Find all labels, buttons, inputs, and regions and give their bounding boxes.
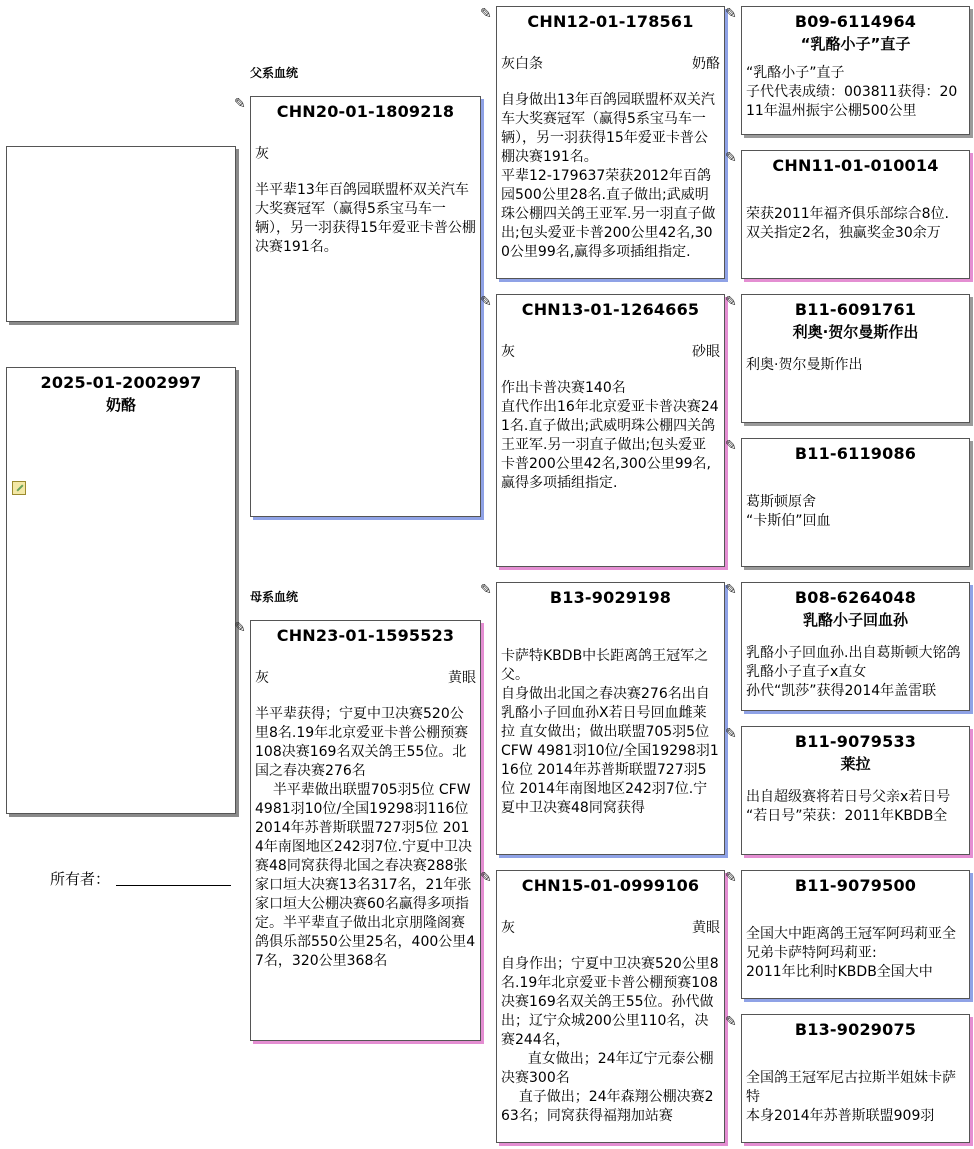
sss-ring: B09-6114964 xyxy=(794,12,917,31)
dsd-description: 出自超级赛将若日号父亲x若日号 “若日号”荣获：2011年KBDB全 xyxy=(746,789,951,824)
dds-ring: B11-9079500 xyxy=(794,876,917,895)
dam-dam-color: 灰 xyxy=(501,920,515,936)
dam-line-label: 母系血统 xyxy=(250,590,299,604)
pen-edit-icon[interactable]: ✎ xyxy=(725,1014,737,1030)
dam-color: 灰 xyxy=(255,670,269,686)
dss-ring: B08-6264048 xyxy=(794,588,917,607)
sire-ring: CHN20-01-1809218 xyxy=(276,102,455,121)
pen-edit-icon[interactable]: ✎ xyxy=(725,6,737,22)
sss-name: “乳酪小子”直子 xyxy=(800,35,911,53)
dsd-name: 莱拉 xyxy=(840,755,871,773)
sss-description: “乳酪小子”直子 子代代表成绩：003811获得：2011年温州振宇公棚500公里 xyxy=(746,65,958,119)
ssd-card[interactable] xyxy=(741,150,970,279)
pen-edit-icon[interactable]: ✎ xyxy=(725,150,737,166)
dam-dam-eye: 黄眼 xyxy=(692,920,720,936)
subject-card[interactable] xyxy=(6,367,236,814)
edit-note-icon[interactable] xyxy=(12,481,26,495)
dam-dam-card[interactable] xyxy=(496,870,725,1143)
dam-card[interactable] xyxy=(250,620,481,1041)
dss-description: 乳酪小子回血孙.出自葛斯顿大铭鸽乳酪小子直子x直女 孙代“凯莎”获得2014年盖雷联 xyxy=(746,645,961,699)
dsd-card[interactable] xyxy=(741,726,970,855)
sire-dam-card[interactable] xyxy=(496,294,725,567)
dss-name: 乳酪小子回血孙 xyxy=(802,611,908,629)
dds-description: 全国大中距离鸽王冠军阿玛莉亚全兄弟卡萨特阿玛莉亚: 2011年比利时KBDB全国大中 xyxy=(746,926,956,980)
sire-card[interactable] xyxy=(250,96,481,517)
pen-edit-icon[interactable]: ✎ xyxy=(480,582,492,598)
sire-sire-description: 自身做出13年百鸽园联盟杯双关汽车大奖赛冠军（赢得5系宝马车一辆），另一羽获得15年爱亚卡普公棚决赛191名。 平辈12-179637荣获2012年百鸽园500公里28名.直子做出;武威明珠公棚四关鸽王亚军.另一羽直子做出;包头爱亚卡普200公里42名,300公里99名,赢得多项插组指定. xyxy=(501,92,716,260)
pen-edit-icon[interactable]: ✎ xyxy=(725,438,737,454)
pen-edit-icon[interactable]: ✎ xyxy=(480,6,492,22)
dsd-ring: B11-9079533 xyxy=(794,732,917,751)
ssd-description: 荣获2011年福齐俱乐部综合8位. 双关指定2名，独赢奖金30余万 xyxy=(746,206,949,241)
dam-eye: 黄眼 xyxy=(448,670,476,686)
sire-dam-description: 作出卡普决赛140名 直代作出16年北京爱亚卡普决赛241名.直子做出;武威明珠公棚四关鸽王亚军.另一羽直子做出;包头爱亚卡普200公里42名,300公里99名,赢得多项插组指定. xyxy=(501,380,719,491)
ddd-ring: B13-9029075 xyxy=(794,1020,917,1039)
sire-dam-ring: CHN13-01-1264665 xyxy=(521,300,700,319)
sds-card[interactable] xyxy=(741,294,970,423)
sire-sire-eye: 奶酪 xyxy=(692,56,720,72)
sds-description: 利奥·贺尔曼斯作出 xyxy=(746,357,863,373)
sds-ring: B11-6091761 xyxy=(794,300,917,319)
sire-sire-color: 灰白条 xyxy=(501,56,543,72)
photo-box[interactable] xyxy=(6,146,236,322)
dam-description: 半平辈获得；宁夏中卫决赛520公里8名.19年北京爱亚卡普公棚预赛108决赛169名双关鸽王55位。北国之春决赛276名 半平辈做出联盟705羽5位 CFW 4981羽10位/全国19298羽116位 2014年苏普斯联盟727羽5位 2014年南图地区242羽7位.宁夏中卫决赛48同窝获得北国之春决赛288张家口垣大决赛13名317名，21年张家口垣大公棚决赛60名赢得多项指定。半平辈直子做出北京朋隆阁赛鸽俱乐部550公里25名，400公里47名，320公里368名 xyxy=(255,706,476,969)
dss-card[interactable] xyxy=(741,582,970,711)
pen-edit-icon[interactable]: ✎ xyxy=(725,870,737,886)
subject-ring: 2025-01-2002997 xyxy=(40,373,202,392)
dds-card[interactable] xyxy=(741,870,970,999)
pen-edit-icon[interactable]: ✎ xyxy=(480,294,492,310)
subject-name: 奶酪 xyxy=(105,396,136,414)
pen-edit-icon[interactable]: ✎ xyxy=(480,870,492,886)
ddd-description: 全国鸽王冠军尼古拉斯半姐妹卡萨特 本身2014年苏普斯联盟909羽 xyxy=(746,1070,956,1124)
sdd-ring: B11-6119086 xyxy=(794,444,917,463)
sdd-description: 葛斯顿原舍 “卡斯伯”回血 xyxy=(746,494,831,529)
dam-dam-description: 自身作出；宁夏中卫决赛520公里8名.19年北京爱亚卡普公棚预赛108决赛169名双关鸽王55位。孙代做出；辽宁众城200公里110名，决赛244名， 直女做出；24年辽宁元泰公棚决赛300名 直子做出；24年森翔公棚决赛263名；同窝获得福翔加站赛 xyxy=(501,956,719,1124)
ssd-ring: CHN11-01-010014 xyxy=(772,156,939,175)
sire-color: 灰 xyxy=(255,146,269,162)
pen-edit-icon[interactable]: ✎ xyxy=(234,96,246,112)
dam-sire-card[interactable] xyxy=(496,582,725,855)
sire-description: 半平辈13年百鸽园联盟杯双关汽车大奖赛冠军（赢得5系宝马车一辆），另一羽获得15年爱亚卡普公棚决赛191名。 xyxy=(255,182,476,255)
sire-line-label: 父系血统 xyxy=(250,66,299,80)
dam-sire-description: 卡萨特KBDB中长距离鸽王冠军之父。 自身做出北国之春决赛276名出自乳酪小子回血孙X若日号回血雌莱拉 直女做出；做出联盟705羽5位 CFW 4981羽10位/全国19298羽116位 2014年苏普斯联盟727羽5位 2014年南图地区242羽7位.宁夏中卫决赛48同窝获得 xyxy=(501,648,719,816)
sss-card[interactable] xyxy=(741,6,970,135)
sire-sire-ring: CHN12-01-178561 xyxy=(527,12,694,31)
dam-dam-ring: CHN15-01-0999106 xyxy=(521,876,700,895)
sire-sire-card[interactable] xyxy=(496,6,725,279)
owner-label: 所有者： xyxy=(50,870,111,888)
owner-field[interactable] xyxy=(116,885,231,886)
dam-ring: CHN23-01-1595523 xyxy=(276,626,455,645)
pen-edit-icon[interactable]: ✎ xyxy=(234,620,246,636)
sdd-card[interactable] xyxy=(741,438,970,567)
sire-dam-eye: 砂眼 xyxy=(692,344,720,360)
sds-name: 利奥·贺尔曼斯作出 xyxy=(792,323,919,341)
dam-sire-ring: B13-9029198 xyxy=(549,588,672,607)
pen-edit-icon[interactable]: ✎ xyxy=(725,726,737,742)
pen-edit-icon[interactable]: ✎ xyxy=(725,294,737,310)
sire-dam-color: 灰 xyxy=(501,344,515,360)
ddd-card[interactable] xyxy=(741,1014,970,1143)
pen-edit-icon[interactable]: ✎ xyxy=(725,582,737,598)
